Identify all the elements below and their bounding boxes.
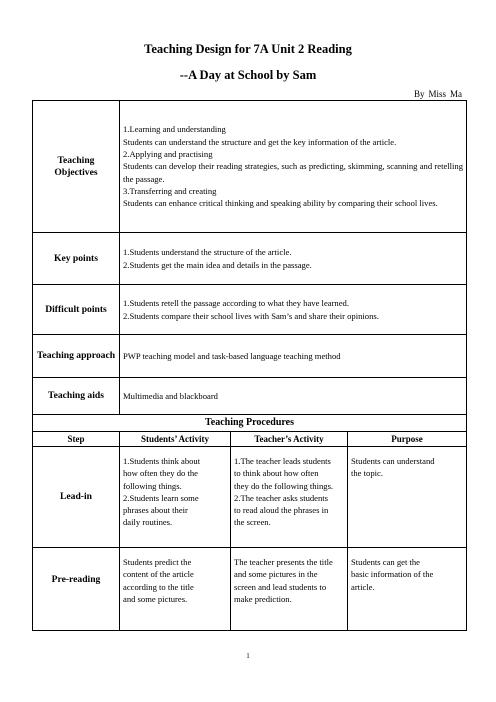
procedures-header-row: [33, 432, 467, 447]
key-points-row: [33, 233, 467, 285]
author-line: [414, 89, 462, 99]
key-point-line: 2.Students get the main idea and details in the passage.: [123, 259, 312, 270]
key-points-content: [120, 233, 467, 285]
procedures-title: Teaching Procedures: [33, 415, 467, 432]
approach-label: Teaching approach: [33, 335, 120, 378]
purpose-cell: Students can get the basic information of the article.: [348, 548, 467, 631]
column-header-teachers-activity: Teacher’s Activity: [231, 432, 348, 447]
table-row: [33, 548, 467, 631]
teaching-design-table: [32, 100, 467, 631]
column-header-students-activity: Students’ Activity: [120, 432, 231, 447]
objectives-label: Teaching Objectives: [33, 101, 120, 233]
students-activity-cell: 1.Students think about how often they do the following things. 2.Students learn some phrases about their daily routines.: [120, 447, 231, 548]
key-points-label: Key points: [33, 233, 120, 285]
author-name-last: Ma: [450, 89, 462, 99]
aids-label: Teaching aids: [33, 378, 120, 415]
document-subtitle: --A Day at School by Sam: [179, 68, 317, 82]
objective-line: 1.Learning and understanding: [123, 124, 226, 135]
author-name-first: Miss: [428, 89, 446, 99]
document-title: Teaching Design for 7A Unit 2 Reading: [144, 42, 352, 56]
difficult-point-line: 1.Students retell the passage according to what they have learned.: [123, 298, 349, 309]
column-header-purpose: Purpose: [348, 432, 467, 447]
objective-line: Students can understand the structure and get the key information of the article.: [123, 136, 397, 147]
objective-line: Students can enhance critical thinking and speaking ability by comparing their school lives.: [123, 198, 438, 209]
approach-row: [33, 335, 467, 378]
step-pre-reading: Pre-reading: [33, 548, 120, 631]
purpose-cell: Students can understand the topic.: [348, 447, 467, 548]
difficult-points-row: [33, 285, 467, 335]
students-activity-cell: Students predict the content of the article according to the title and some pictures.: [120, 548, 231, 631]
key-point-line: 1.Students understand the structure of the article.: [123, 247, 292, 258]
procedures-title-row: [33, 415, 467, 432]
aids-content: Multimedia and blackboard: [120, 378, 467, 415]
column-header-step: Step: [33, 432, 120, 447]
objective-line: Students can develop their reading strategies, such as predicting, skimming, scanning and retelling the passage.: [123, 161, 464, 184]
page-number: 1: [246, 652, 250, 660]
difficult-point-line: 2.Students compare their school lives with Sam’s and share their opinions.: [123, 310, 379, 321]
author-by: By: [413, 89, 425, 99]
objectives-content: [120, 101, 467, 233]
teachers-activity-cell: 1.The teacher leads students to think about how often they do the following things. 2.The teacher asks students to read aloud the phrases in the screen.: [231, 447, 348, 548]
objective-line: 3.Transferring and creating: [123, 185, 217, 196]
table-row: [33, 447, 467, 548]
step-lead-in: Lead-in: [33, 447, 120, 548]
objective-line: 2.Applying and practising: [123, 149, 213, 160]
difficult-points-content: [120, 285, 467, 335]
difficult-points-label: Difficult points: [33, 285, 120, 335]
teachers-activity-cell: The teacher presents the title and some pictures in the screen and lead students to make prediction.: [231, 548, 348, 631]
approach-content: PWP teaching model and task-based language teaching method: [120, 335, 467, 378]
aids-row: [33, 378, 467, 415]
objectives-row: [33, 101, 467, 233]
